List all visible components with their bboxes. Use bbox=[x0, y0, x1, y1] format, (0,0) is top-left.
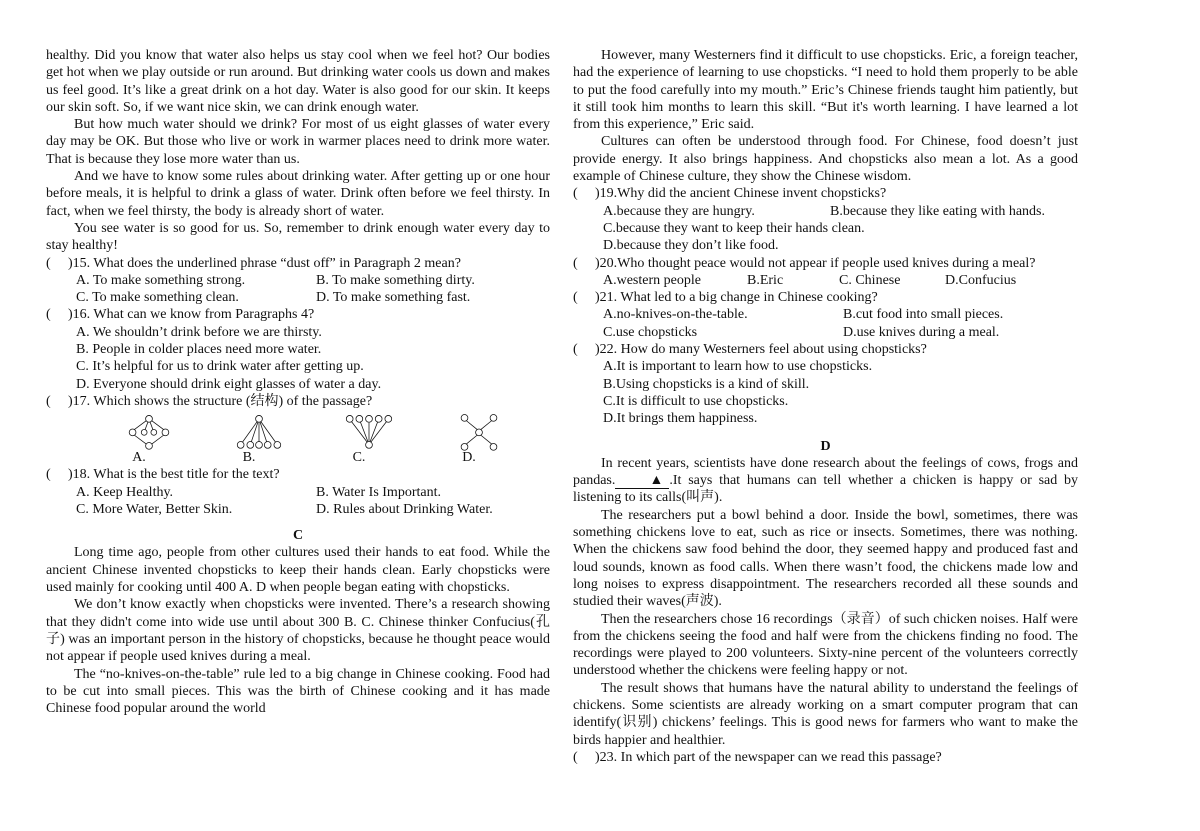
answer-paren[interactable]: ( bbox=[573, 186, 578, 202]
answer-paren[interactable]: ( bbox=[46, 467, 51, 483]
option-a: A.It is important to learn how to use chopsticks. bbox=[603, 359, 873, 375]
question-stem: )22. How do many Westerners feel about using chopsticks? bbox=[595, 342, 927, 358]
question-20 bbox=[573, 255, 1078, 290]
option-a: A.no-knives-on-the-table. bbox=[603, 307, 748, 323]
left-column bbox=[46, 47, 550, 717]
fill-in-blank[interactable]: ▲ bbox=[615, 474, 669, 489]
question-stem: )23. In which part of the newspaper can we read this passage? bbox=[595, 749, 942, 765]
option-b: B.Eric bbox=[747, 272, 784, 288]
question-stem: )18. What is the best title for the text? bbox=[68, 467, 280, 483]
question-21 bbox=[573, 289, 1078, 341]
option-c: C. It’s helpful for us to drink water after getting up. bbox=[76, 359, 364, 375]
option-c: C. To make something clean. bbox=[76, 290, 239, 306]
question-stem: )21. What led to a big change in Chinese cooking? bbox=[595, 290, 878, 306]
passage-b-paragraph-3: And we have to know some rules about drinking water. After getting up or one hour before meals, it is helpful to drink a glass of water. Drink often before we feel thirsty. In fact, when we feel thirsty, the body is already short of water. bbox=[46, 169, 550, 219]
option-a: A.because they are hungry. bbox=[603, 203, 755, 219]
passage-c-paragraph-1: Long time ago, people from other cultures used their hands to eat food. While the ancient Chinese invented chopsticks to keep their hands clean. Early chopsticks were used mainly for cooking until 400 A. D when people began eating with chopsticks. bbox=[46, 545, 550, 596]
question-stem: )16. What can we know from Paragraphs 4? bbox=[68, 307, 315, 323]
question-22 bbox=[573, 341, 1078, 427]
option-b: B. People in colder places need more water. bbox=[76, 342, 322, 358]
answer-paren[interactable]: ( bbox=[573, 342, 578, 358]
option-d: D.because they don’t like food. bbox=[603, 238, 779, 254]
diagram-d-label: D. bbox=[462, 449, 476, 465]
question-stem: )19.Why did the ancient Chinese invent chopsticks? bbox=[595, 186, 887, 202]
structure-diagram-d bbox=[424, 414, 534, 466]
diagram-b-graphic bbox=[234, 414, 284, 451]
passage-d-paragraph-1 bbox=[573, 455, 1078, 507]
passage-d-paragraph-3: Then the researchers chose 16 recordings（录音）of such chicken noises. Half were from the chickens seeing the food and half were from the chickens finding no food. The recordings were played to 200 volunteers. Sixty-nine percent of the volunteers correctly understood whether the chickens were feeling happy or not. bbox=[573, 611, 1078, 679]
option-c: C.It is difficult to use chopsticks. bbox=[603, 393, 789, 409]
option-c: C. Chinese bbox=[839, 272, 901, 288]
paragraph-text-start: In recent years, scientists have done research about the feelings of cows, frogs and pandas. bbox=[573, 455, 1078, 489]
option-a: A. To make something strong. bbox=[76, 272, 246, 288]
passage-c-paragraph-2: We don’t know exactly when chopsticks were invented. There’s a research showing that they didn't come into wide use until about 300 B. C. Chinese thinker Confucius(孔子) was an important person in the history of chopsticks, because he thought peace would not appear if people used knives during a meal. bbox=[46, 597, 550, 665]
passage-b-paragraph-4: You see water is so good for us. So, remember to drink enough water every day to stay healthy! bbox=[46, 220, 550, 254]
option-d: D.It brings them happiness. bbox=[603, 411, 758, 427]
question-15 bbox=[46, 255, 550, 307]
diagram-c-graphic bbox=[344, 414, 394, 451]
option-a: A.western people bbox=[603, 272, 701, 288]
answer-paren[interactable]: ( bbox=[573, 749, 578, 765]
option-d: D. Rules about Drinking Water. bbox=[316, 501, 493, 517]
option-a: A. We shouldn’t drink before we are thirsty. bbox=[76, 324, 322, 340]
passage-b-paragraph-2: But how much water should we drink? For most of us eight glasses of water every day may be OK. But those who live or work in warmer places need to drink more water. That is because they lose more water than us. bbox=[46, 117, 550, 167]
option-a: A. Keep Healthy. bbox=[76, 484, 174, 500]
option-b: B.Using chopsticks is a kind of skill. bbox=[603, 376, 810, 392]
question-16 bbox=[46, 306, 550, 392]
structure-diagrams bbox=[94, 414, 550, 466]
question-19 bbox=[573, 185, 1078, 254]
question-18 bbox=[46, 466, 550, 518]
right-column bbox=[573, 47, 1078, 766]
passage-d-paragraph-2: The researchers put a bowl behind a door. Inside the bowl, sometimes, there was something chickens love to eat, such as rice or insects. Sometimes, there was nothing. When the chickens saw food behind the door, they seemed happy and produced fast and loud sounds, known as food calls. When there wasn’t food, the chickens made low and long noises to express disappointment. The researchers recorded all these sounds and studied their waves(声波). bbox=[573, 507, 1078, 610]
section-d-heading: D bbox=[820, 438, 831, 454]
answer-paren[interactable]: ( bbox=[46, 393, 51, 409]
diagram-d-graphic bbox=[454, 414, 504, 451]
option-b: B. Water Is Important. bbox=[316, 484, 441, 500]
diagram-b-label: B. bbox=[242, 449, 256, 465]
answer-paren[interactable]: ( bbox=[573, 255, 578, 271]
answer-paren[interactable]: ( bbox=[46, 255, 51, 271]
option-c: C. More Water, Better Skin. bbox=[76, 501, 233, 517]
option-c: C.use chopsticks bbox=[603, 324, 698, 340]
diagram-a-graphic bbox=[124, 414, 174, 451]
option-d: D. Everyone should drink eight glasses of water a day. bbox=[76, 376, 382, 392]
question-23 bbox=[573, 749, 1078, 766]
option-d: D.Confucius bbox=[945, 272, 1017, 288]
question-stem: )17. Which shows the structure (结构) of the passage? bbox=[68, 393, 373, 409]
passage-c-paragraph-4: However, many Westerners find it difficult to use chopsticks. Eric, a foreign teacher, had the experience of learning to use chopsticks. “I need to hold them properly to be able to put the food carefully into my mouth.” Eric’s Chinese friends taught him patiently, but it still took him months to learn this skill. “But it's worth learning. I have learned a lot from this experience,” Eric said. bbox=[573, 48, 1078, 133]
option-b: B.because they like eating with hands. bbox=[830, 203, 1045, 219]
paragraph-text-end: .It says that humans can tell whether a chicken is happy or sad by listening to its calls(叫声). bbox=[573, 473, 1078, 506]
passage-c-paragraph-5: Cultures can often be understood through food. For Chinese, food doesn’t just provide energy. It also brings happiness. And chopsticks also mean a lot. As a good example of Chinese culture, they show the Chinese wisdom. bbox=[573, 134, 1078, 185]
structure-diagram-b bbox=[204, 414, 314, 466]
passage-c-paragraph-3: The “no-knives-on-the-table” rule led to a big change in Chinese cooking. Food had to be cut into small pieces. This was the birth of Chinese cooking and it has made Chinese food popular around the world bbox=[46, 666, 550, 717]
diagram-a-label: A. bbox=[132, 449, 146, 465]
option-b: B.cut food into small pieces. bbox=[843, 307, 1004, 323]
question-stem: )15. What does the underlined phrase “dust off” in Paragraph 2 mean? bbox=[68, 255, 461, 271]
option-d: D. To make something fast. bbox=[316, 290, 471, 306]
passage-d-paragraph-4: The result shows that humans have the natural ability to understand the feelings of chickens. Some scientists are already working on a smart computer program that can identify(识别) chickens’ feelings. This is good news for farmers who want to make the birds happier and healthier. bbox=[573, 680, 1078, 748]
question-stem: )20.Who thought peace would not appear if people used knives during a meal? bbox=[595, 255, 1036, 271]
question-17 bbox=[46, 393, 550, 466]
passage-b-paragraph-1: healthy. Did you know that water also helps us stay cool when we feel hot? Our bodies get hot when we play outside or run around. But drinking water cools us down and makes us feel good. It’s like a great drink on a hot day. Water is also good for our skin. It keeps our skin soft. So, if we want nice skin, we can drink enough water. bbox=[46, 48, 550, 115]
section-c-heading: C bbox=[292, 528, 304, 544]
option-b: B. To make something dirty. bbox=[316, 272, 475, 288]
diagram-c-label: C. bbox=[352, 449, 366, 465]
structure-diagram-c bbox=[314, 414, 424, 466]
answer-paren[interactable]: ( bbox=[573, 290, 578, 306]
structure-diagram-a bbox=[94, 414, 204, 466]
option-d: D.use knives during a meal. bbox=[843, 324, 1000, 340]
answer-paren[interactable]: ( bbox=[46, 307, 51, 323]
option-c: C.because they want to keep their hands clean. bbox=[603, 220, 865, 236]
